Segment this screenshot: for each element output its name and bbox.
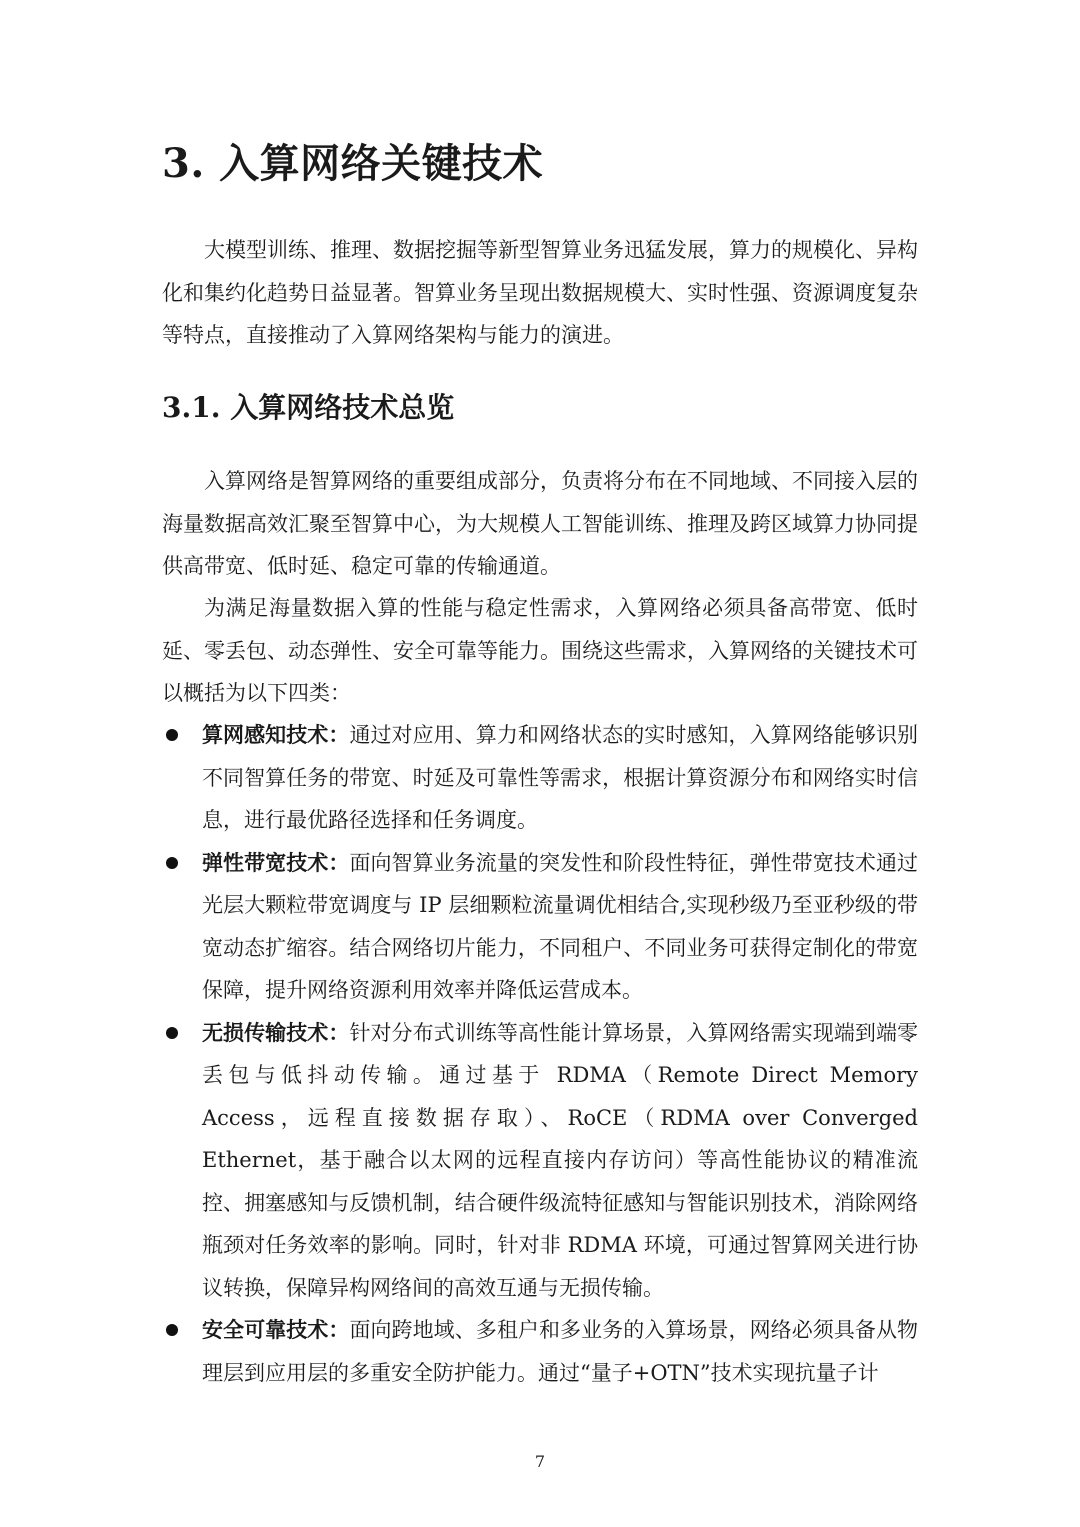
intro-paragraph: 大模型训练、推理、数据挖掘等新型智算业务迅猛发展，算力的规模化、异构化和集约化趋势日益显著。智算业务呈现出数据规模大、实时性强、资源调度复杂等特点，直接推动了入算网络架构与能力的演进。: [162, 238, 918, 347]
list-item: [162, 714, 918, 842]
bullet-icon: [166, 1027, 178, 1039]
list-item: [162, 842, 918, 1012]
list-item: [162, 1309, 918, 1394]
page-number: 7: [534, 1452, 546, 1471]
bullet-icon: [166, 857, 178, 869]
section-heading: 3.1. 入算网络技术总览: [162, 391, 455, 424]
bullet-icon: [166, 1324, 178, 1336]
list-item-term: 算网感知技术：: [202, 722, 350, 747]
section-paragraph: 入算网络是智算网络的重要组成部分，负责将分布在不同地域、不同接入层的海量数据高效汇聚至智算中心，为大规模人工智能训练、推理及跨区域算力协同提供高带宽、低时延、稳定可靠的传输通道。: [162, 469, 918, 578]
list-item-term: 无损传输技术：: [202, 1019, 350, 1045]
list-item-text: 通过对应用、算力和网络状态的实时感知，入算网络能够识别不同智算任务的带宽、时延及可靠性等需求，根据计算资源分布和网络实时信息，进行最优路径选择和任务调度。: [202, 723, 919, 832]
technology-list: [162, 714, 918, 1394]
list-item-term: 安全可靠技术：: [202, 1317, 350, 1342]
list-item-text: 面向智算业务流量的突发性和阶段性特征，弹性带宽技术通过光层大颗粒带宽调度与 IP 层细颗粒流量调优相结合,实现秒级乃至亚秒级的带宽动态扩缩容。结合网络切片能力，不同租户、不同业务可获得定制化的带宽保障，提升网络资源利用效率并降低运营成本。: [202, 850, 919, 1002]
list-item-term: 弹性带宽技术：: [202, 849, 350, 875]
list-item-text: 面向跨地域、多租户和多业务的入算场景，网络必须具备从物理层到应用层的多重安全防护能力。通过“量子+OTN”技术实现抗量子计: [202, 1318, 919, 1385]
chapter-heading: 3. 入算网络关键技术: [162, 140, 544, 187]
list-item: [162, 1012, 918, 1310]
bullet-icon: [166, 729, 178, 741]
list-item-text: 针对分布式训练等高性能计算场景，入算网络需实现端到端零丢包与低抖动传输。通过基于 RDMA（Remote Direct Memory Access，远程直接数据存取）、RoCE（RDMA over Converged Ethernet，基于融合以太网的远程直接内存访问）等高性能协议的精准流控、拥塞感知与反馈机制，结合硬件级流特征感知与智能识别技术，消除网络瓶颈对任务效率的影响。同时，针对非 RDMA 环境，可通过智算网关进行协议转换，保障异构网络间的高效互通与无损传输。: [202, 1020, 919, 1300]
section-paragraph: 为满足海量数据入算的性能与稳定性需求，入算网络必须具备高带宽、低时延、零丢包、动态弹性、安全可靠等能力。围绕这些需求，入算网络的关键技术可以概括为以下四类：: [162, 596, 918, 705]
